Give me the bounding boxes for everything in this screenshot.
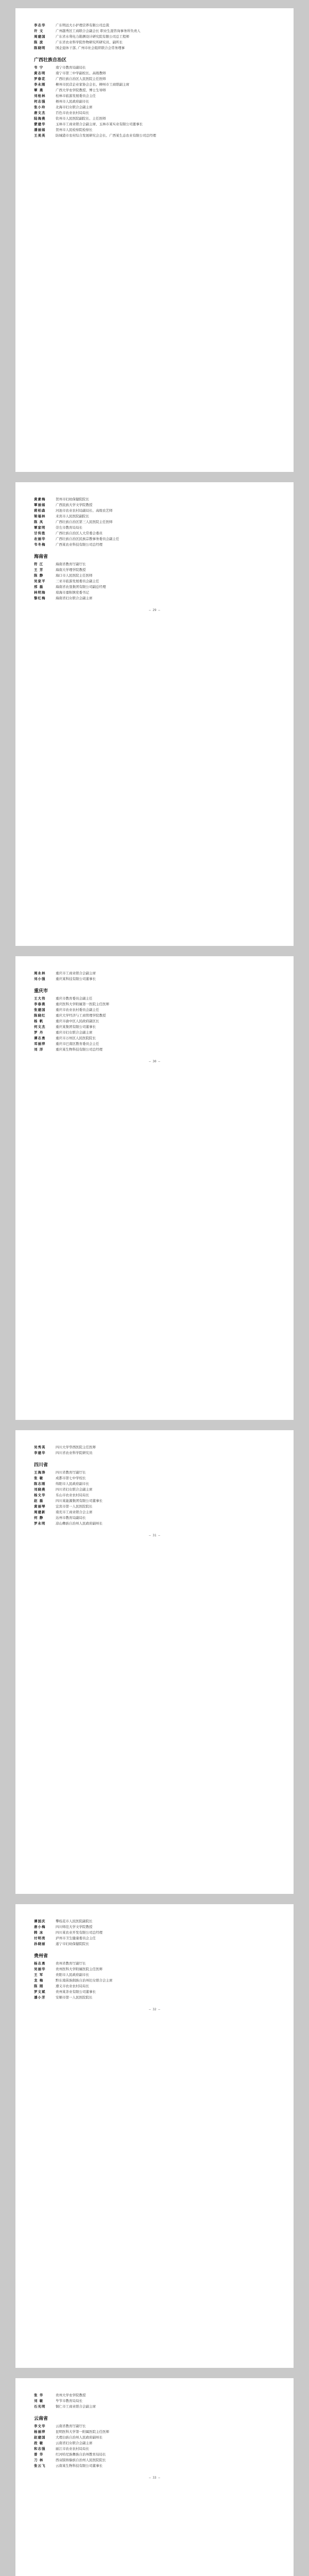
person-name: 符 江 [34,562,44,566]
list-item [34,110,275,116]
person-title: 广西壮族自治区人大常委会委员 [56,531,102,535]
person-title: 北海市妇女联合会副主席 [56,105,93,109]
person-title: 防城港市农村综合发展研究会会长、广西某生态农业有限公司总经理 [56,133,156,138]
person-title: 梧州市人民政府副市长 [56,99,89,104]
person-title: 成都市第七中学校长 [56,1476,86,1480]
document [0,8,309,2576]
person-name: 何 静 [34,1516,44,1520]
person-title: 贵州医科大学附属医院主任医师 [56,1967,102,1971]
page [15,1430,294,1894]
person-title: 四川师范大学文学院教授 [56,1925,93,1929]
person-title: 四川省农业科学院研究员 [56,1451,93,1455]
person-title: 攀枝花市人民医院副院长 [56,1919,93,1923]
person-name: 黎红梅 [34,596,46,600]
person-name: 张云飞 [34,2464,46,2468]
person-name: 许 文 [34,29,44,33]
person-name: 黄志明 [34,71,46,75]
person-title: 大理白族自治州人民政府副州长 [56,2435,102,2439]
list-item [34,1941,275,1947]
list-item [34,1978,275,1984]
list-item [34,542,275,548]
person-title: 广西民族大学文学院教授 [56,503,93,507]
list-item [34,519,275,525]
list-item [34,1995,275,2001]
list-item [34,2398,275,2404]
list-item [34,596,275,601]
list-item [34,502,275,508]
person-name: 张建国 [34,1008,46,1012]
section-heading: 四川省 [34,1463,48,1468]
person-title: 广西壮族自治区第三人民医院主任医师 [56,520,113,524]
person-name: 刘晓燕 [34,1487,46,1492]
person-title: 四川省教育厅副厅长 [56,1470,86,1475]
list-item [34,76,275,82]
person-title: 广东省农业科学院作物研究所研究员、副所长 [56,40,123,44]
person-name: 张 敏 [34,1476,44,1480]
person-name: 李文华 [34,2424,46,2428]
list-item [34,1493,275,1498]
list-item [34,976,275,982]
list-item [34,99,275,105]
list-item [34,1019,275,1024]
list-item [34,1036,275,1041]
person-name: 刀 林 [34,2458,44,2462]
list-item [34,45,275,51]
person-name: 张 华 [34,2393,44,2397]
person-title: 重庆市巴南区教育委员会主任 [56,1042,99,1046]
person-name: 罗文斌 [34,1990,46,1994]
person-name: 张小玲 [34,105,46,109]
list-item [34,1984,275,1989]
list-item [34,971,275,976]
person-title: 琼海市嘉积镇党委书记 [56,590,89,595]
person-name: 林明海 [34,590,46,595]
person-title: 玉林市工商业联合会副主席、玉林市某实业有限公司董事长 [56,122,143,126]
person-name: 潘丽娟 [34,128,46,132]
person-title: 广西壮族自治区民族宗教事务委员会副主任 [56,537,119,541]
person-title: 遵义市农业农村局局长 [56,1984,89,1988]
list-item [34,2446,275,2452]
person-title: 柳州市民营企业家协会会长、柳州市工商联副主席 [56,82,129,87]
list-item [34,2424,275,2429]
list-item [34,1924,275,1930]
person-name: 陈 波 [34,40,44,44]
list-item [34,105,275,110]
person-title: 广州越秀区工商联合会副会长 职业生涯咨询事务所负责人 [56,29,141,33]
person-name: 谭志勇 [34,1036,46,1040]
list-item [34,996,275,1002]
list-item [34,514,275,519]
list-item [34,1498,275,1504]
person-name: 赵 磊 [34,1499,44,1503]
list-item [34,1481,275,1487]
person-name: 赵建国 [34,2435,46,2439]
person-name: 陆海燕 [34,116,46,121]
person-title: 广东省水利电力勘测设计研究院有限公司总工程师 [56,35,129,39]
person-name: 李春燕 [34,1002,46,1006]
person-name: 杨志勇 [34,1961,46,1965]
list-item [34,1515,275,1521]
list-item [34,1936,275,1941]
list-item [34,2441,275,2446]
section-heading: 广西壮族自治区 [34,58,67,63]
person-title: 钦州市人民医院副院长、主任医师 [56,116,106,121]
person-name: 梁福林 [34,514,46,518]
person-title: 贵州大学农学院教授 [56,2393,86,2397]
page-number: — 33 — [149,2476,160,2480]
person-name: 罗永明 [34,1521,46,1526]
person-name: 刘 洋 [34,1047,44,1052]
list-item [34,1521,275,1527]
page-number: — 30 — [149,1060,160,1063]
person-name: 覃家明 [34,526,46,530]
page [15,482,294,946]
person-name: 陈晓红 [34,1013,46,1018]
person-name: 周建新 [34,1510,46,1514]
person-title: 贵州省教育厅副厅长 [56,1961,86,1965]
person-name: 潘小芳 [34,1995,46,1999]
list-item [34,508,275,514]
person-name: 李志华 [34,23,46,27]
list-item [34,1989,275,1995]
person-name: 杨 帆 [34,1019,44,1023]
list-item [34,82,275,88]
list-item [34,1002,275,1007]
person-title: 海南省农垦集团有限公司副总经理 [56,585,106,589]
person-name: 陈 凤 [34,520,44,524]
person-title: 重庆某生物科技有限公司总经理 [56,1047,102,1052]
person-name: 韦 宁 [34,65,44,70]
person-title: 重庆市工商业联合会副主席 [56,971,96,975]
person-title: 云南省妇女联合会副主席 [56,2441,93,2445]
person-title: 四川大学华西医院主任医师 [56,1445,96,1449]
person-title: 泸州市卫生健康委员会主任 [56,1936,96,1940]
list-item [34,1450,275,1456]
list-item [34,573,275,579]
list-item [34,65,275,71]
list-item [34,584,275,590]
person-name: 吴丽华 [34,1967,46,1971]
person-name: 杨文华 [34,1493,46,1497]
list-item [34,525,275,531]
person-name: 孙晓丽 [34,1942,46,1946]
list-item [34,1013,275,1019]
person-title: 遂宁市妇幼保健院院长 [56,1942,89,1946]
person-name: 唐文杰 [34,111,46,115]
page-number: — 32 — [149,2008,160,2011]
person-name: 石光明 [34,2404,46,2409]
list-item [34,2463,275,2469]
person-title: 国企退休干部, 广州市社会组织联合会常务理事 [56,46,125,50]
person-name: 蒙建华 [34,122,46,126]
list-item [34,1047,275,1053]
person-name: 邢 磊 [34,585,44,589]
person-name: 段 敏 [34,2441,44,2445]
person-title: 凉山彝族自治州人民政府副州长 [56,1521,102,1526]
section-heading: 云南省 [34,2416,48,2421]
person-title: 南充市工商业联合会主席 [56,1510,93,1514]
list-item [34,122,275,127]
section-heading: 重庆市 [34,989,48,994]
person-title: 贺州市人民检察院检察长 [56,128,93,132]
page [15,8,294,472]
person-name: 覃 燕 [34,88,44,92]
list-item [34,2452,275,2458]
person-name: 杨丽萍 [34,2430,46,2434]
person-title: 云南省教育厅副厅长 [56,2424,86,2428]
list-item [34,590,275,596]
list-item [34,71,275,76]
person-name: 龙 梅 [34,1978,44,1982]
person-title: 贺州市妇幼保健院院长 [56,497,89,501]
person-name: 谭国庆 [34,1919,46,1923]
person-name: 蒋柏森 [34,509,46,513]
list-item [34,1030,275,1036]
list-item [34,1510,275,1515]
person-title: 贵阳市人民政府副市长 [56,1973,89,1977]
list-item [34,1024,275,1030]
person-title: 四川某能源集团有限公司董事长 [56,1499,102,1503]
person-title: 安顺市第一人民医院院长 [56,1995,93,1999]
person-title: 重庆大学经济与工商管理学院教授 [56,1013,106,1018]
person-name: 王美英 [34,133,46,138]
list-item [34,1470,275,1476]
person-name: 付明亮 [34,1936,46,1940]
person-name: 韦冬梅 [34,543,46,547]
person-name: 何志强 [34,99,46,104]
list-item [34,2435,275,2441]
person-name: 周永林 [34,971,46,975]
list-item [34,1967,275,1972]
person-name: 陈志刚 [34,1482,46,1486]
list-item [34,2458,275,2463]
person-name: 刘桂林 [34,94,46,98]
person-name: 王大伟 [34,996,46,1001]
list-item [34,1041,275,1047]
list-item [34,133,275,139]
person-name: 刘 敏 [34,2399,44,2403]
person-title: 贵州某茶业有限公司董事长 [56,1990,96,1994]
person-title: 丽江市农业农村局局长 [56,2447,89,2451]
person-title: 重庆某集团有限公司董事长 [56,1025,96,1029]
person-name: 周建国 [34,35,46,39]
list-item [34,562,275,567]
person-name: 黄素梅 [34,497,46,501]
person-title: 河池市农业农村局副局长、高级农艺师 [56,509,113,513]
person-name: 李建华 [34,1451,46,1455]
person-name: 农丽华 [34,537,46,541]
person-name: 覃丽娟 [34,503,46,507]
person-title: 绵阳市人民政府副市长 [56,1482,89,1486]
list-item [34,93,275,99]
person-title: 广西某农业科技有限公司总经理 [56,543,102,547]
person-title: 海南省教育厅副厅长 [56,562,86,566]
person-title: 广西壮族自治区人民医院主任医师 [56,77,106,81]
list-item [34,1487,275,1493]
person-title: 昆明医科大学第一附属医院主任医师 [56,2430,109,2434]
person-name: 刘小强 [34,977,46,981]
person-name: 唐小梅 [34,1925,46,1929]
person-name: 陈晓明 [34,46,46,50]
person-title: 广东明远大小护理营养有限公司总裁 [56,23,109,27]
page [15,1904,294,2368]
list-item [34,28,275,34]
list-item [34,1930,275,1936]
person-title: 三亚市旅游发展委员会副主任 [56,579,99,583]
person-title: 重庆市教育委员会副主任 [56,996,93,1001]
person-title: 桂林市旅游发展委员会主任 [56,94,96,98]
person-title: 海南大学理学院教授 [56,568,86,572]
list-item [34,1476,275,1481]
person-title: 百色市农业农村局局长 [56,111,89,115]
list-item [34,1919,275,1924]
person-name: 吴家平 [34,579,46,583]
list-item [34,531,275,536]
person-title: 乐山市农业农村局局长 [56,1493,89,1497]
person-title: 来宾市人民医院副院长 [56,514,89,518]
person-title: 崇左市教育局局长 [56,526,82,530]
list-item [34,579,275,584]
list-item [34,34,275,40]
list-item [34,2429,275,2435]
section-heading: 贵州省 [34,1954,48,1959]
person-name: 吴秀英 [34,1445,46,1449]
page [15,2378,294,2576]
person-title: 南宁市第三中学副校长、高级教师 [56,71,106,75]
person-title: 红河哈尼族彝族自治州教育局局长 [56,2452,106,2456]
person-name: 普 华 [34,2452,44,2456]
person-name: 陈 刚 [34,1984,44,1988]
list-item [34,536,275,542]
list-item [34,497,275,502]
list-item [34,88,275,93]
list-item [34,2404,275,2410]
person-title: 宜宾市第一人民医院院长 [56,1504,93,1509]
person-title: 海口市人民医院主任医师 [56,573,93,578]
person-name: 和志强 [34,2447,46,2451]
person-name: 王海涛 [34,1470,46,1475]
list-item [34,1961,275,1967]
person-name: 何文杰 [34,1025,46,1029]
person-title: 铜仁市工商业联合会副主席 [56,2404,96,2409]
person-title: 重庆某科技有限公司董事长 [56,977,96,981]
person-title: 重庆市万州区人民医院院长 [56,1036,96,1040]
person-title: 达州市教育局副局长 [56,1516,86,1520]
person-title: 西双版纳傣族自治州人民医院院长 [56,2458,106,2462]
person-name: 李永刚 [34,82,46,87]
person-name: 王 军 [34,1973,44,1977]
person-title: 重庆市妇女联合会副主席 [56,1030,93,1035]
list-item [34,1445,275,1450]
page [15,956,294,1420]
list-item [34,127,275,133]
person-title: 广西大学农学院教授、博士生导师 [56,88,106,92]
person-title: 重庆医科大学附属第一医院主任医师 [56,1002,109,1006]
list-item [34,1504,275,1510]
list-item [34,1972,275,1978]
person-title: 云南某生物科技有限公司董事长 [56,2464,102,2468]
list-item [34,2393,275,2398]
list-item [34,1007,275,1013]
person-title: 毕节市教育局局长 [56,2399,82,2403]
person-title: 黔东南苗族侗族自治州妇女联合会主席 [56,1978,113,1982]
person-name: 甘传胜 [34,531,46,535]
person-name: 黄丽琴 [34,1504,46,1509]
section-heading: 海南省 [34,554,48,560]
list-item [34,116,275,122]
list-item [34,40,275,45]
person-title: 四川某农业开发有限公司总经理 [56,1930,102,1935]
page-number: — 29 — [149,608,160,612]
person-name: 罗 丹 [34,1030,44,1035]
person-name: 陈 静 [34,573,44,578]
person-title: 重庆市农业农村委员会副主任 [56,1008,99,1012]
person-title: 四川省妇女联合会副主席 [56,1487,93,1492]
list-item [34,567,275,573]
list-item [34,23,275,28]
person-title: 南宁市教育局副局长 [56,65,86,70]
page-number: — 31 — [149,1534,160,1537]
person-title: 重庆市渝中区人民政府副区长 [56,1019,99,1023]
person-name: 王 芳 [34,568,44,572]
person-name: 韩 冰 [34,1930,44,1935]
person-name: 邓丽萍 [34,1042,46,1046]
person-name: 罗春花 [34,77,46,81]
person-title: 海南省妇女联合会副主席 [56,596,93,600]
